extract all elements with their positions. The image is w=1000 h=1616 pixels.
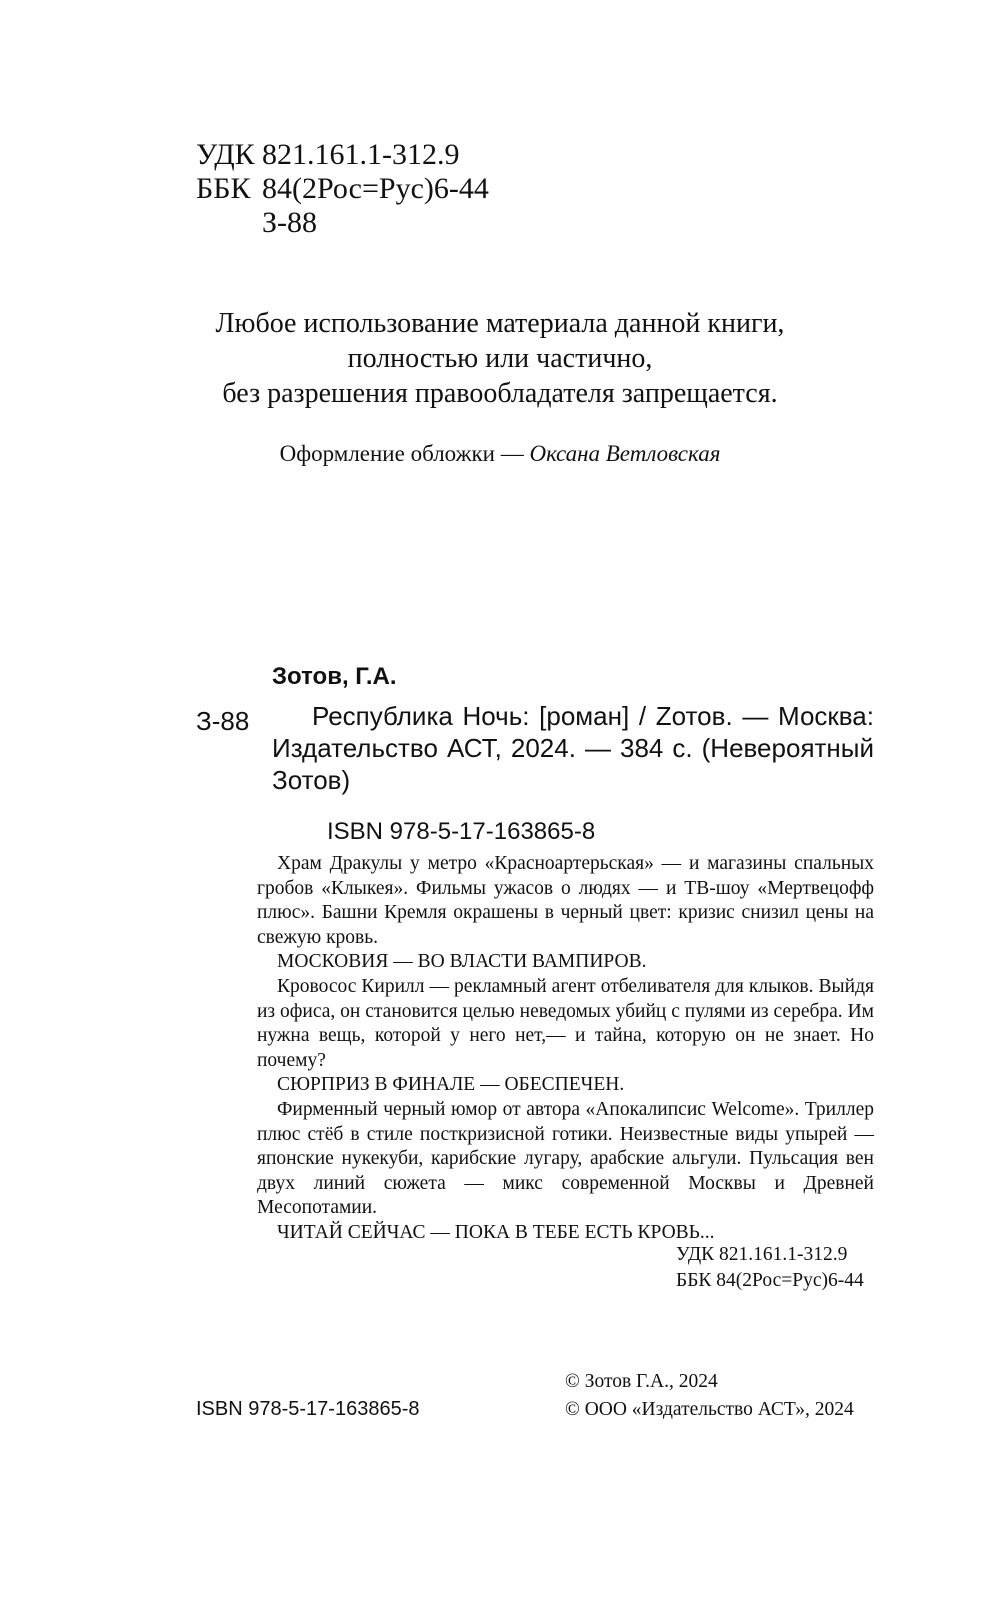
annotation bbox=[257, 852, 874, 1246]
annotation-tagline-1: МОСКОВИЯ — ВО ВЛАСТИ ВАМПИРОВ. bbox=[277, 951, 647, 973]
bib-author: Зотов, Г.А. bbox=[272, 663, 397, 690]
notice-line-3: без разрешения правообладателя запрещается. bbox=[222, 378, 778, 409]
copyright-block bbox=[565, 1368, 854, 1424]
cover-credit-label: Оформление обложки — bbox=[279, 441, 530, 466]
copyright-notice bbox=[0, 306, 1000, 411]
annotation-paragraph-3: Фирменный черный юмор от автора «Апокалипсис Welcome». Триллер плюс стёб в стиле посткризисной готики. Неизвестные виды упырей — японские нукекуби, карибские лугару, арабские альгули. Пульсация вен двух линий сюжета — микс современной Москвы и Древней Месопотамии. bbox=[257, 1098, 874, 1219]
bib-description: Республика Ночь: [роман] / Zотов. — Москва: Издательство АСТ, 2024. — 384 с. (Невероятный Зотов) bbox=[272, 701, 874, 795]
classification-bottom bbox=[676, 1242, 864, 1294]
isbn-bottom: ISBN 978-5-17-163865-8 bbox=[196, 1398, 420, 1420]
annotation-paragraph-1: Храм Дракулы у метро «Красноартерьская» — и магазины спальных гробов «Клыкея». Фильмы ужасов о людях — и ТВ-шоу «Мертвецофф плюс». Башни Кремля окрашены в черный цвет: кризис снизил цены на свежую кровь. bbox=[257, 853, 874, 948]
bbk-bottom: ББК 84(2Рос=Рус)6-44 bbox=[676, 1270, 864, 1291]
udk-bottom: УДК 821.161.1-312.9 bbox=[676, 1244, 848, 1265]
author-mark: З-88 bbox=[262, 206, 318, 239]
classification-block bbox=[196, 138, 489, 240]
copyright-author: © Зотов Г.А., 2024 bbox=[565, 1371, 718, 1392]
notice-line-1: Любое использование материала данной книги, bbox=[215, 308, 785, 339]
bbk-row bbox=[196, 172, 489, 206]
annotation-tagline-2: СЮРПРИЗ В ФИНАЛЕ — ОБЕСПЕЧЕН. bbox=[277, 1074, 625, 1096]
bib-author-mark: З-88 bbox=[196, 706, 250, 736]
copyright-publisher: © ООО «Издательство АСТ», 2024 bbox=[565, 1399, 854, 1420]
bbk-label: ББК bbox=[196, 172, 251, 205]
udk-row bbox=[196, 138, 489, 172]
cover-credit bbox=[0, 439, 1000, 469]
cover-designer-name: Оксана Ветловская bbox=[529, 441, 721, 466]
udk-label: УДК bbox=[196, 138, 255, 171]
bbk-value: 84(2Рос=Рус)6-44 bbox=[262, 172, 489, 205]
bib-isbn: ISBN 978-5-17-163865-8 bbox=[327, 818, 596, 845]
annotation-tagline-3: ЧИТАЙ СЕЙЧАС — ПОКА В ТЕБЕ ЕСТЬ КРОВЬ... bbox=[277, 1221, 715, 1243]
notice-line-2: полностью или частично, bbox=[347, 343, 653, 374]
annotation-paragraph-2: Кровосос Кирилл — рекламный агент отбеливателя для клыков. Выйдя из офиса, он становится целью неведомых убийц с пулями из серебра. Им нужна вещь, которой у него нет,— и тайна, которую он не знает. Но почему? bbox=[257, 975, 874, 1071]
udk-value: 821.161.1-312.9 bbox=[262, 138, 460, 171]
